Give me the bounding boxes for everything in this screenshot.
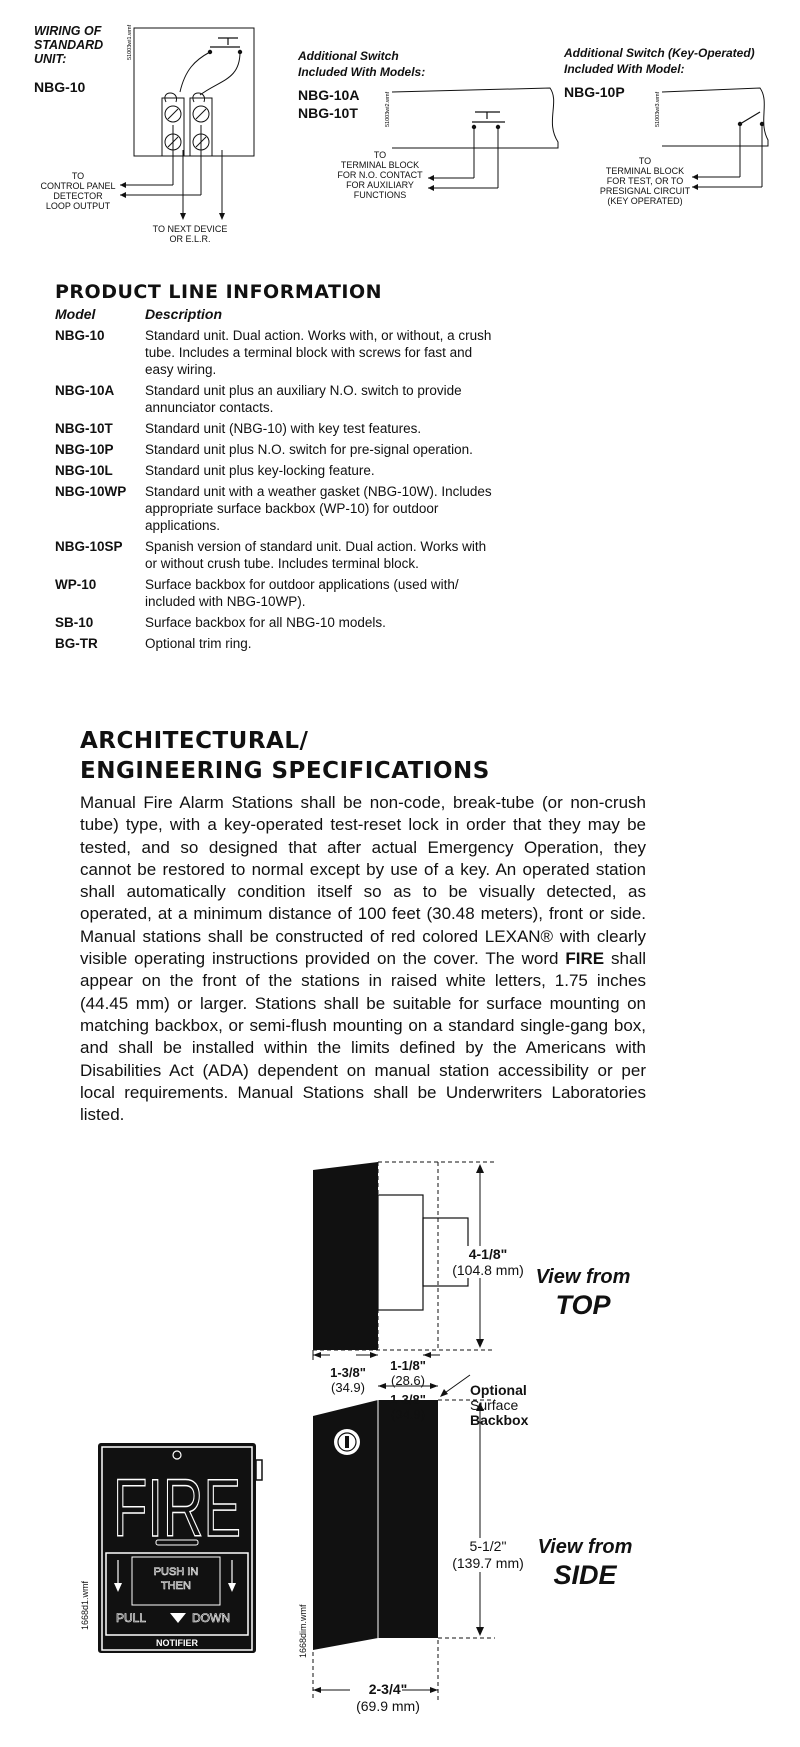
model-cell: NBG-10T [55, 421, 113, 436]
description-cell: Spanish version of standard unit. Dual action. Works with or without crush tube. Includes terminal block. [145, 539, 487, 571]
model-cell: NBG-10SP [55, 539, 123, 554]
description-cell: Standard unit with a weather gasket (NBG-10W). Includes appropriate surface backbox (WP-10) for outdoor applications. [145, 484, 492, 533]
model-cell: BG-TR [55, 636, 98, 651]
table-row [55, 483, 495, 538]
specs-text-part1: Manual Fire Alarm Stations shall be non-code, break-tube (or non-crush tube) type, with a key-operated test-reset lock in order that they may be tested, and so designed that after actual Emergency Operation, they cannot be restored to normal except by use of a key. An operated station shall automatically condition itself so as to be visually detected, as operated, at a minimum distance of 100 feet (30.48 meters), front or side. Manual stations shall be constructed of red colored LEXAN® with clearly visible operating instructions provided on the cover. The word [80, 793, 646, 969]
specs-heading: ARCHITECTURAL/ ENGINEERING SPECIFICATIONS [80, 728, 490, 784]
table-row [55, 327, 495, 382]
model-cell: WP-10 [55, 577, 97, 592]
model-cell: NBG-10WP [55, 484, 127, 499]
col-description-header: Description [145, 306, 223, 322]
table-row [55, 382, 495, 420]
description-cell: Surface backbox for all NBG-10 models. [145, 615, 386, 630]
description-cell: Standard unit plus key-locking feature. [145, 463, 375, 478]
depth2-label: 1-1/8" (28.6) [390, 1358, 426, 1388]
product-line-heading: PRODUCT LINE INFORMATION [55, 281, 383, 303]
push-in-text: PUSH IN [153, 1566, 199, 1578]
wiring-key-operated-file-ref: 51003wi3.wmf [655, 91, 661, 127]
width-label: 2-3/4" (69.9 mm) [356, 1681, 420, 1714]
wiring-additional-file-ref: 51003wi2.wmf [385, 91, 391, 127]
description-cell: Optional trim ring. [145, 636, 252, 651]
product-table [55, 306, 495, 656]
wiring-key-operated-model: NBG-10P [564, 84, 625, 100]
optional-backbox-label: Optional Surface Backbox [470, 1382, 529, 1428]
fire-text: FIRE [113, 1463, 241, 1554]
specs-text-part2: shall appear on the front of the stations in raised white letters, 1.75 inches (44.45 mm) or larger. Stations shall be suitable for surface mounting on matching backbox, or semi-flush mounting on a standard single-gang box, and shall be installed within the limits defined by the Americans with Disabilities Act (ADA) dependent on manual station accessibility or per local requirements. Manual Stations shall be Underwriters Laboratories listed. [80, 949, 646, 1125]
wiring-standard-model: NBG-10 [34, 79, 86, 95]
table-header-row [55, 306, 495, 327]
front-view-station [96, 1440, 266, 1660]
dimension-file-ref: 1668dim.wmf [298, 1604, 308, 1658]
then-text: THEN [161, 1580, 191, 1592]
model-cell: NBG-10P [55, 442, 114, 457]
table-row [55, 614, 495, 635]
wiring-key-operated-title: Additional Switch (Key-Operated) Included With Model: [564, 46, 755, 76]
model-cell: NBG-10 [55, 328, 105, 343]
to-control-panel-label: TO CONTROL PANEL DETECTOR LOOP OUTPUT [40, 171, 116, 211]
wiring-standard-title: WIRING OF STANDARD UNIT: [34, 24, 104, 66]
down-text: DOWN [192, 1611, 230, 1625]
backbox-depth-label: 1-3/8" (34.9) [390, 1392, 426, 1422]
specs-fire-word: FIRE [565, 949, 605, 969]
description-cell: Standard unit. Dual action. Works with, or without, a crush tube. Includes a terminal block with screws for fast and easy wiring. [145, 328, 492, 377]
wiring-additional-title: Additional Switch Included With Models: [298, 49, 426, 79]
table-row [55, 635, 495, 656]
side-height-label: 5-1/2" (139.7 mm) [444, 1538, 532, 1572]
specs-body [80, 792, 646, 1126]
table-row [55, 441, 495, 462]
to-terminal-test-label: TO TERMINAL BLOCK FOR TEST, OR TO PRESIGNAL CIRCUIT (KEY OPERATED) [599, 156, 691, 206]
front-view-file-ref: 1668d1.wmf [80, 1580, 90, 1630]
model-cell: NBG-10A [55, 383, 115, 398]
to-next-device-label: TO NEXT DEVICE OR E.L.R. [152, 224, 228, 244]
description-cell: Standard unit plus N.O. switch for pre-signal operation. [145, 442, 473, 457]
depth1-label: 1-3/8" (34.9) [330, 1365, 366, 1395]
product-line-table [55, 306, 495, 656]
table-row [55, 576, 495, 614]
description-cell: Standard unit plus an auxiliary N.O. switch to provide annunciator contacts. [145, 383, 462, 415]
table-row [55, 462, 495, 483]
pull-text: PULL [116, 1611, 147, 1625]
table-row [55, 538, 495, 576]
table-row [55, 420, 495, 441]
wiring-standard-diagram [0, 0, 270, 250]
wiring-standard-file-ref: 51003wi1.wmf [127, 24, 133, 60]
view-top-label: View from TOP [535, 1266, 631, 1320]
to-terminal-aux-label: TO TERMINAL BLOCK FOR N.O. CONTACT FOR AUXILIARY FUNCTIONS [337, 150, 423, 200]
model-cell: NBG-10L [55, 463, 113, 478]
wiring-additional-models: NBG-10A NBG-10T [298, 87, 360, 121]
description-cell: Surface backbox for outdoor applications (used with/ included with NBG-10WP). [145, 577, 459, 609]
col-model-header: Model [55, 306, 96, 322]
description-cell: Standard unit (NBG-10) with key test features. [145, 421, 422, 436]
brand-text: NOTIFIER [156, 1638, 198, 1648]
view-side-label: View from SIDE [537, 1536, 633, 1590]
model-cell: SB-10 [55, 615, 94, 630]
top-height-label: 4-1/8" (104.8 mm) [448, 1246, 528, 1278]
